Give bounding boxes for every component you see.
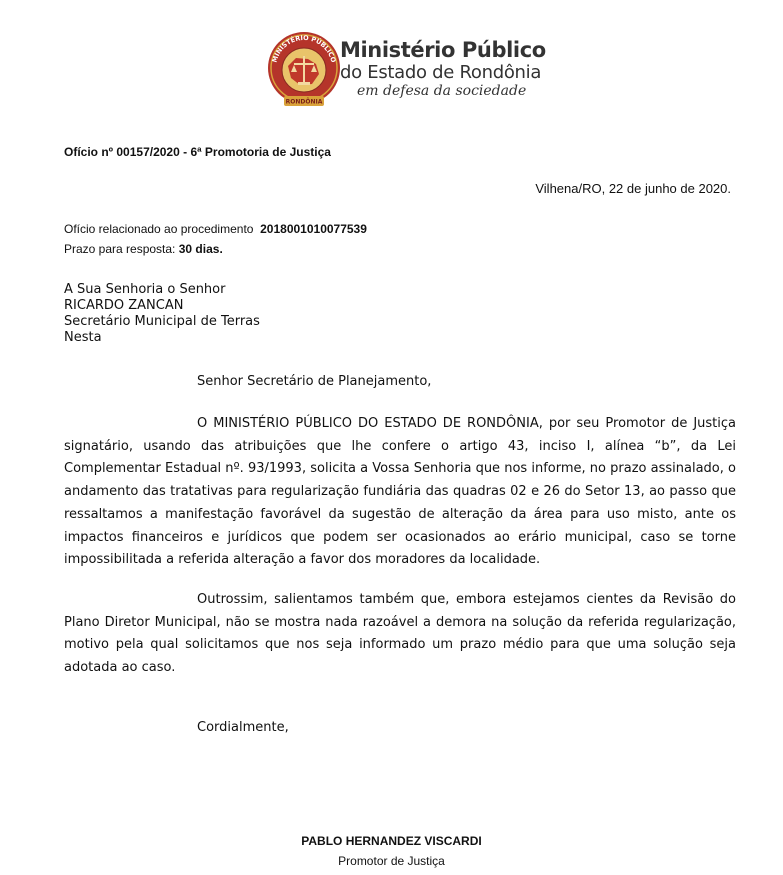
logo-ribbon-text: RONDÔNIA [285,98,323,106]
office-title: Ofício nº 00157/2020 - 6ª Promotoria de Justiça [64,145,331,159]
svg-text:MINISTÉRIO PÚBLICO: MINISTÉRIO PÚBLICO [270,33,338,64]
deadline-label: Prazo para resposta: [64,242,176,256]
response-deadline [64,242,223,256]
salutation: Senhor Secretário de Planejamento, [197,374,432,389]
ministerio-publico-seal-logo [264,28,344,113]
organization-subtitle: do Estado de Rondônia [340,62,542,83]
procedure-label: Ofício relacionado ao procedimento [64,222,254,236]
place-date: Vilhena/RO, 22 de junho de 2020. [535,181,731,196]
organization-motto: em defesa da sociedade [357,83,527,99]
signer-name: PABLO HERNANDEZ VISCARDI [301,834,482,848]
recipient-title: Secretário Municipal de Terras [64,314,260,329]
recipient-name: RICARDO ZANCAN [64,298,184,313]
recipient-line1: A Sua Senhoria o Senhor [64,282,226,297]
closing: Cordialmente, [197,720,289,735]
body-paragraph-2: Outrossim, salientamos também que, embora estejamos cientes da Revisão do Plano Diretor Municipal, não se mostra nada razoável a demora na solução da referida regularização, motivo pela qual solicitamos que nos seja informado um prazo médio para que uma solução seja adotada ao caso. [64,592,736,676]
procedure-reference [64,222,367,236]
procedure-number: 2018001010077539 [260,222,367,236]
body-paragraph-1: O MINISTÉRIO PÚBLICO DO ESTADO DE RONDÔNIA, por seu Promotor de Justiça signatário, usando das atribuições que lhe confere o artigo 43, inciso I, alínea “b”, da Lei Complementar Estadual nº. 93/1993, solicita a Vossa Senhoria que nos informe, no prazo assinalado, o andamento das tratativas para regularização fundiária das quadras 02 e 26 do Setor 13, ao passo que ressaltamos a manifestação favorável da sugestão de alteração da área para uso misto, ante os impactos financeiros e jurídicos que podem ser ocasionados ao erário municipal, caso se torne impossibilitada a referida alteração a favor dos moradores da localidade. [64,416,736,568]
organization-name: Ministério Público [340,38,546,62]
deadline-value: 30 dias. [178,242,223,256]
recipient-location: Nesta [64,330,102,345]
signer-role: Promotor de Justiça [338,854,445,868]
